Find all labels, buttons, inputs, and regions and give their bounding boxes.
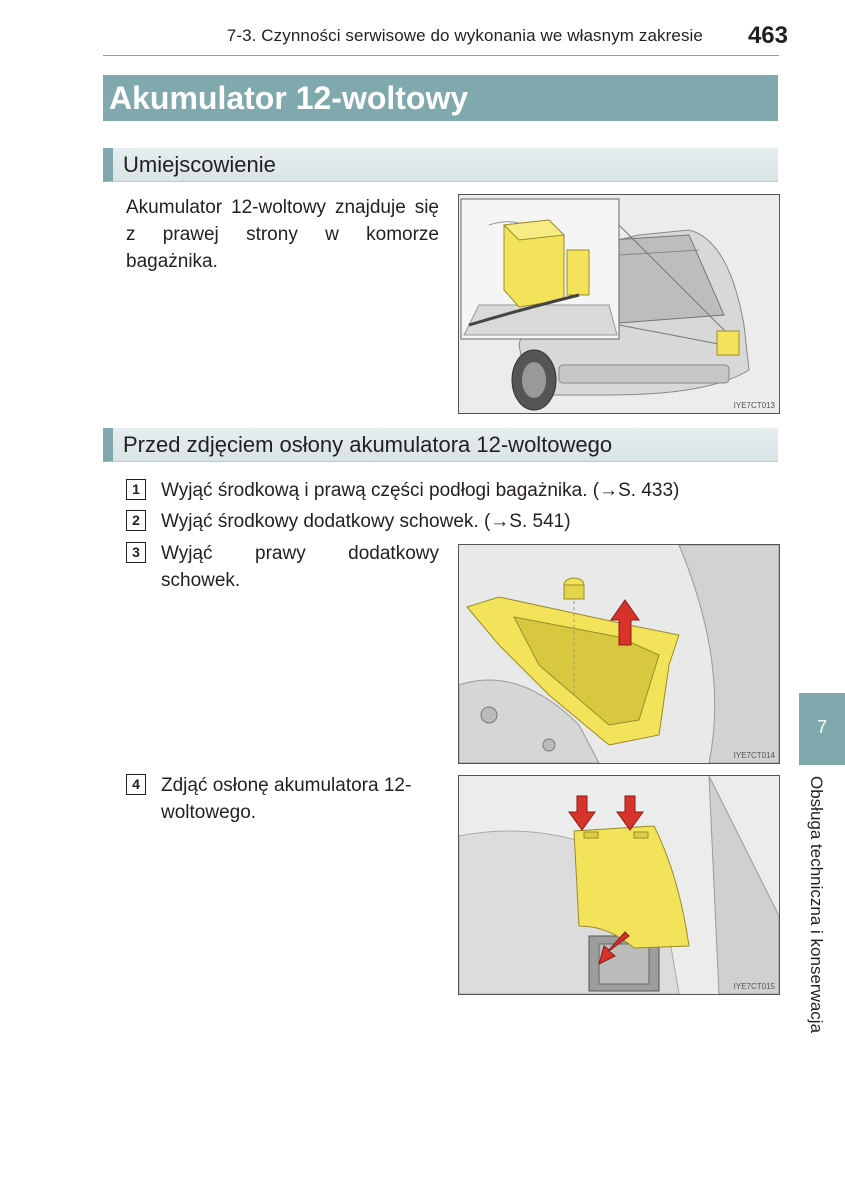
page-number: 463	[747, 22, 788, 49]
step-number-1: 1	[126, 479, 146, 500]
storage-removal-illustration	[459, 545, 779, 763]
step-number-2: 2	[126, 510, 146, 531]
location-text: Akumulator 12-woltowy znajduje się z prawej strony w komorze bagażnika.	[126, 197, 439, 272]
section-heading-location: Umiejscowienie	[103, 148, 778, 182]
chapter-header: 7-3. Czynności serwisowe do wykonania we własnym zakresie	[226, 26, 703, 45]
chapter-tab: 7	[799, 693, 845, 765]
step-text-4: Zdjąć osłonę akumulatora 12-woltowego.	[161, 775, 412, 823]
chapter-side-label: Obsługa techniczna i konserwacja	[807, 776, 826, 1034]
figure-code: IYE7CT013	[733, 401, 775, 410]
step-text-3: Wyjąć prawy dodatkowy schowek.	[161, 543, 439, 591]
figure-remove-storage	[458, 544, 780, 764]
page-title: Akumulator 12-woltowy	[103, 75, 778, 121]
step-text-2: Wyjąć środkowy dodatkowy schowek. (→S. 541)	[161, 511, 571, 532]
figure-remove-cover	[458, 775, 780, 995]
step-text-1: Wyjąć środkową i prawą części podłogi bagażnika. (→S. 433)	[161, 480, 680, 501]
figure-code: IYE7CT014	[733, 751, 775, 760]
header-rule	[103, 55, 779, 56]
figure-code: IYE7CT015	[733, 982, 775, 991]
step-number-3: 3	[126, 542, 146, 563]
step-number-4: 4	[126, 774, 146, 795]
figure-battery-location	[458, 194, 780, 414]
section-heading-before-removal: Przed zdjęciem osłony akumulatora 12-woltowego	[103, 428, 778, 462]
cover-removal-illustration	[459, 776, 779, 994]
car-rear-illustration	[459, 195, 779, 413]
